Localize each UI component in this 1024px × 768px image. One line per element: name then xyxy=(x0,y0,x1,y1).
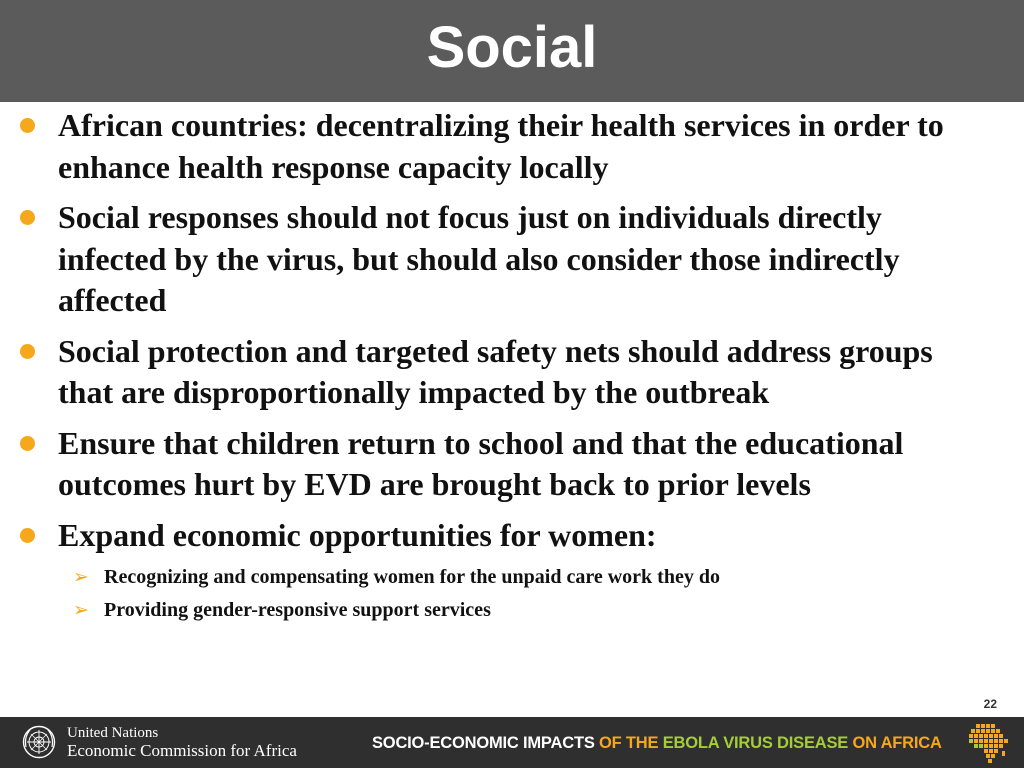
slide-content xyxy=(0,105,1024,627)
bullet-item xyxy=(0,105,1024,188)
bullet-dot-icon xyxy=(20,344,35,359)
banner-part4: ON AFRICA xyxy=(852,734,942,752)
bullet-dot-icon xyxy=(20,210,35,225)
org-name-line1: United Nations xyxy=(67,725,159,741)
org-name xyxy=(67,725,297,760)
footer-banner xyxy=(372,733,942,753)
banner-part2: OF THE xyxy=(599,734,663,752)
bullet-dot-icon xyxy=(20,528,35,543)
banner-part3: EBOLA VIRUS DISEASE xyxy=(662,734,853,752)
bullet-item xyxy=(0,515,1024,557)
sub-bullet-list xyxy=(0,561,1024,627)
bullet-item xyxy=(0,197,1024,322)
sub-bullet-text: Recognizing and compensating women for the unpaid care work they do xyxy=(104,566,720,588)
bullet-item xyxy=(0,423,1024,506)
arrow-right-icon: ➢ xyxy=(73,566,89,588)
banner-part1: SOCIO-ECONOMIC IMPACTS xyxy=(372,734,600,752)
slide-title: Social xyxy=(426,15,598,80)
bullet-text: Social responses should not focus just on individuals directly infected by the virus, but should also consider those indirectly affected xyxy=(58,199,900,318)
bullet-text: Expand economic opportunities for women: xyxy=(58,516,657,553)
bullet-dot-icon xyxy=(20,118,35,133)
africa-map-icon xyxy=(966,721,1010,765)
bullet-dot-icon xyxy=(20,436,35,451)
sub-bullet-item xyxy=(0,594,1024,627)
footer xyxy=(0,717,1024,768)
bullet-text: Social protection and targeted safety nets should address groups that are disproportionally impacted by the outbreak xyxy=(58,332,933,410)
bullet-item xyxy=(0,331,1024,414)
title-bar xyxy=(0,0,1024,102)
org-name-line2: Economic Commission for Africa xyxy=(67,741,297,760)
bullet-text: African countries: decentralizing their health services in order to enhance health response capacity locally xyxy=(58,107,944,185)
sub-bullet-item xyxy=(0,561,1024,594)
sub-bullet-text: Providing gender-responsive support services xyxy=(104,599,491,621)
arrow-right-icon: ➢ xyxy=(73,599,89,621)
page-number: 22 xyxy=(983,697,997,711)
un-emblem-icon xyxy=(22,725,56,759)
bullet-text: Ensure that children return to school and that the educational outcomes hurt by EVD are brought back to prior levels xyxy=(58,424,904,502)
